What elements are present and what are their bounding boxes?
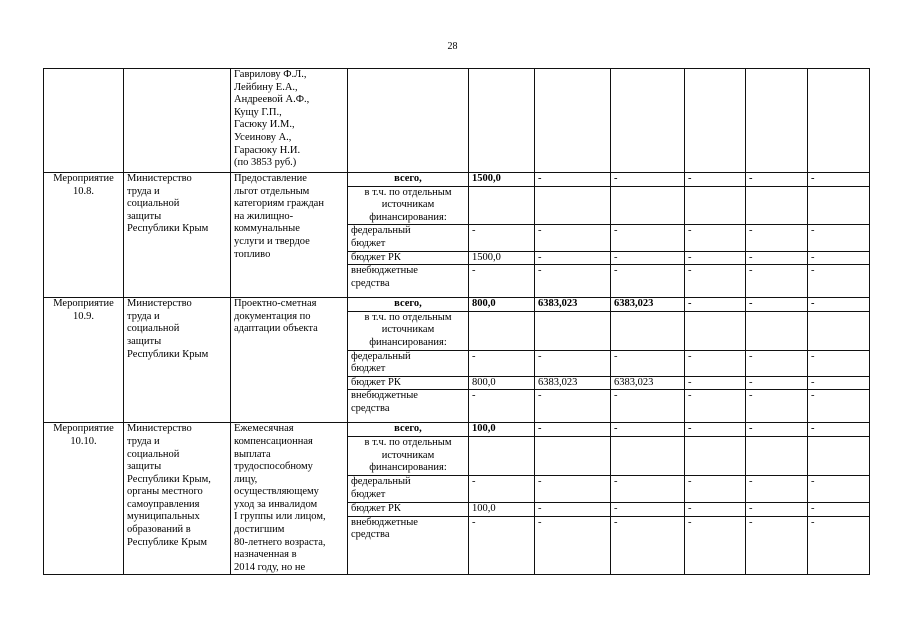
value-cell: -	[535, 502, 611, 516]
table-row	[44, 173, 870, 187]
value-cell	[808, 69, 870, 173]
value-cell: -	[746, 516, 808, 575]
value-cell: -	[685, 298, 746, 312]
value-cell	[611, 69, 685, 173]
value-cell	[685, 69, 746, 173]
value-cell: -	[535, 173, 611, 187]
value-cell: -	[808, 173, 870, 187]
value-cell: -	[808, 298, 870, 312]
value-cell: -	[469, 350, 535, 376]
value-cell	[535, 437, 611, 476]
finance-source-cell: федеральный бюджет	[348, 476, 469, 503]
finance-source-cell: в т.ч. по отдельным источникам финансирования:	[348, 437, 469, 476]
finance-source-cell: в т.ч. по отдельным источникам финансирования:	[348, 311, 469, 350]
description-cell: Гаврилову Ф.Л., Лейбину Е.А., Андреевой А.Ф., Кущу Г.П., Гасюку И.М., Усеинову А., Гарасюку Н.И. (по 3853 руб.)	[231, 69, 348, 173]
value-cell: -	[746, 376, 808, 390]
value-cell: 800,0	[469, 376, 535, 390]
value-cell: -	[611, 173, 685, 187]
event-name-cell: Мероприятие 10.10.	[44, 423, 124, 575]
value-cell: -	[535, 476, 611, 503]
event-name-cell: Мероприятие 10.8.	[44, 173, 124, 298]
value-cell: -	[808, 376, 870, 390]
value-cell: -	[746, 225, 808, 251]
description-cell: Ежемесячная компенсационная выплата трудоспособному лицу, осуществляющему уход за инвалидом I группы или лицом, достигшим 80-летнего возраста, назначенная в 2014 году, но не	[231, 423, 348, 575]
value-cell: -	[746, 476, 808, 503]
value-cell: -	[746, 265, 808, 298]
description-cell: Предоставление льгот отдельным категориям граждан на жилищно- коммунальные услуги и твердое топливо	[231, 173, 348, 298]
value-cell	[469, 69, 535, 173]
value-cell: -	[746, 251, 808, 265]
value-cell: -	[685, 516, 746, 575]
value-cell: -	[746, 390, 808, 423]
value-cell: 6383,023	[611, 376, 685, 390]
finance-source-cell: федеральный бюджет	[348, 350, 469, 376]
value-cell	[808, 437, 870, 476]
value-cell	[685, 311, 746, 350]
budget-table	[43, 68, 870, 575]
executor-cell	[124, 69, 231, 173]
executor-cell: Министерство труда и социальной защиты Республики Крым, органы местного самоуправления муниципальных образований в Республике Крым	[124, 423, 231, 575]
value-cell: -	[469, 265, 535, 298]
finance-source-cell: в т.ч. по отдельным источникам финансирования:	[348, 186, 469, 225]
value-cell: -	[469, 476, 535, 503]
value-cell: -	[808, 502, 870, 516]
value-cell	[685, 437, 746, 476]
finance-source-cell: внебюджетные средства	[348, 516, 469, 575]
value-cell: -	[685, 423, 746, 437]
executor-cell: Министерство труда и социальной защиты Республики Крым	[124, 173, 231, 298]
value-cell	[611, 186, 685, 225]
value-cell	[746, 311, 808, 350]
value-cell: 100,0	[469, 502, 535, 516]
table-row	[44, 298, 870, 312]
page-number: 28	[447, 41, 458, 52]
value-cell: 100,0	[469, 423, 535, 437]
value-cell: -	[685, 502, 746, 516]
value-cell	[535, 186, 611, 225]
value-cell: 6383,023	[535, 376, 611, 390]
finance-source-cell: всего,	[348, 173, 469, 187]
finance-source-cell: бюджет РК	[348, 502, 469, 516]
value-cell: -	[746, 423, 808, 437]
value-cell	[469, 437, 535, 476]
value-cell	[746, 437, 808, 476]
value-cell	[746, 186, 808, 225]
value-cell: 1500,0	[469, 173, 535, 187]
value-cell: 800,0	[469, 298, 535, 312]
value-cell	[535, 311, 611, 350]
value-cell: 6383,023	[611, 298, 685, 312]
value-cell: -	[746, 298, 808, 312]
finance-source-cell: внебюджетные средства	[348, 265, 469, 298]
value-cell: -	[611, 265, 685, 298]
value-cell: -	[611, 423, 685, 437]
executor-cell: Министерство труда и социальной защиты Республики Крым	[124, 298, 231, 423]
value-cell: -	[808, 225, 870, 251]
value-cell: -	[685, 350, 746, 376]
value-cell: -	[535, 265, 611, 298]
value-cell: -	[746, 173, 808, 187]
finance-source-cell: внебюджетные средства	[348, 390, 469, 423]
value-cell: -	[611, 476, 685, 503]
value-cell	[685, 186, 746, 225]
value-cell: -	[611, 251, 685, 265]
value-cell: -	[808, 423, 870, 437]
value-cell: -	[535, 350, 611, 376]
table-body	[44, 69, 870, 575]
value-cell: -	[469, 225, 535, 251]
value-cell: -	[685, 251, 746, 265]
value-cell: -	[535, 516, 611, 575]
value-cell: -	[808, 251, 870, 265]
value-cell: -	[611, 390, 685, 423]
value-cell: -	[611, 350, 685, 376]
finance-cell	[348, 69, 469, 173]
table-row-continued	[44, 69, 870, 173]
value-cell	[808, 186, 870, 225]
value-cell: -	[469, 390, 535, 423]
value-cell: -	[535, 251, 611, 265]
value-cell	[611, 311, 685, 350]
value-cell: -	[808, 476, 870, 503]
value-cell: -	[685, 476, 746, 503]
value-cell	[808, 311, 870, 350]
value-cell: -	[808, 516, 870, 575]
value-cell: -	[808, 350, 870, 376]
finance-source-cell: бюджет РК	[348, 376, 469, 390]
value-cell: -	[685, 265, 746, 298]
value-cell: -	[685, 173, 746, 187]
value-cell	[469, 311, 535, 350]
value-cell	[611, 437, 685, 476]
description-cell: Проектно-сметная документация по адаптации объекта	[231, 298, 348, 423]
value-cell: -	[685, 390, 746, 423]
value-cell: -	[611, 502, 685, 516]
event-name-cell: Мероприятие 10.9.	[44, 298, 124, 423]
value-cell: -	[685, 376, 746, 390]
value-cell: 6383,023	[535, 298, 611, 312]
value-cell: -	[685, 225, 746, 251]
value-cell: -	[535, 390, 611, 423]
event-name-cell	[44, 69, 124, 173]
value-cell: -	[746, 350, 808, 376]
finance-source-cell: всего,	[348, 298, 469, 312]
value-cell: -	[808, 390, 870, 423]
table-row	[44, 423, 870, 437]
finance-source-cell: бюджет РК	[348, 251, 469, 265]
value-cell: -	[746, 502, 808, 516]
value-cell	[535, 69, 611, 173]
value-cell	[469, 186, 535, 225]
finance-source-cell: всего,	[348, 423, 469, 437]
value-cell: -	[611, 225, 685, 251]
value-cell: -	[535, 423, 611, 437]
value-cell: -	[808, 265, 870, 298]
value-cell	[746, 69, 808, 173]
value-cell: -	[611, 516, 685, 575]
value-cell: -	[535, 225, 611, 251]
finance-source-cell: федеральный бюджет	[348, 225, 469, 251]
value-cell: 1500,0	[469, 251, 535, 265]
value-cell: -	[469, 516, 535, 575]
